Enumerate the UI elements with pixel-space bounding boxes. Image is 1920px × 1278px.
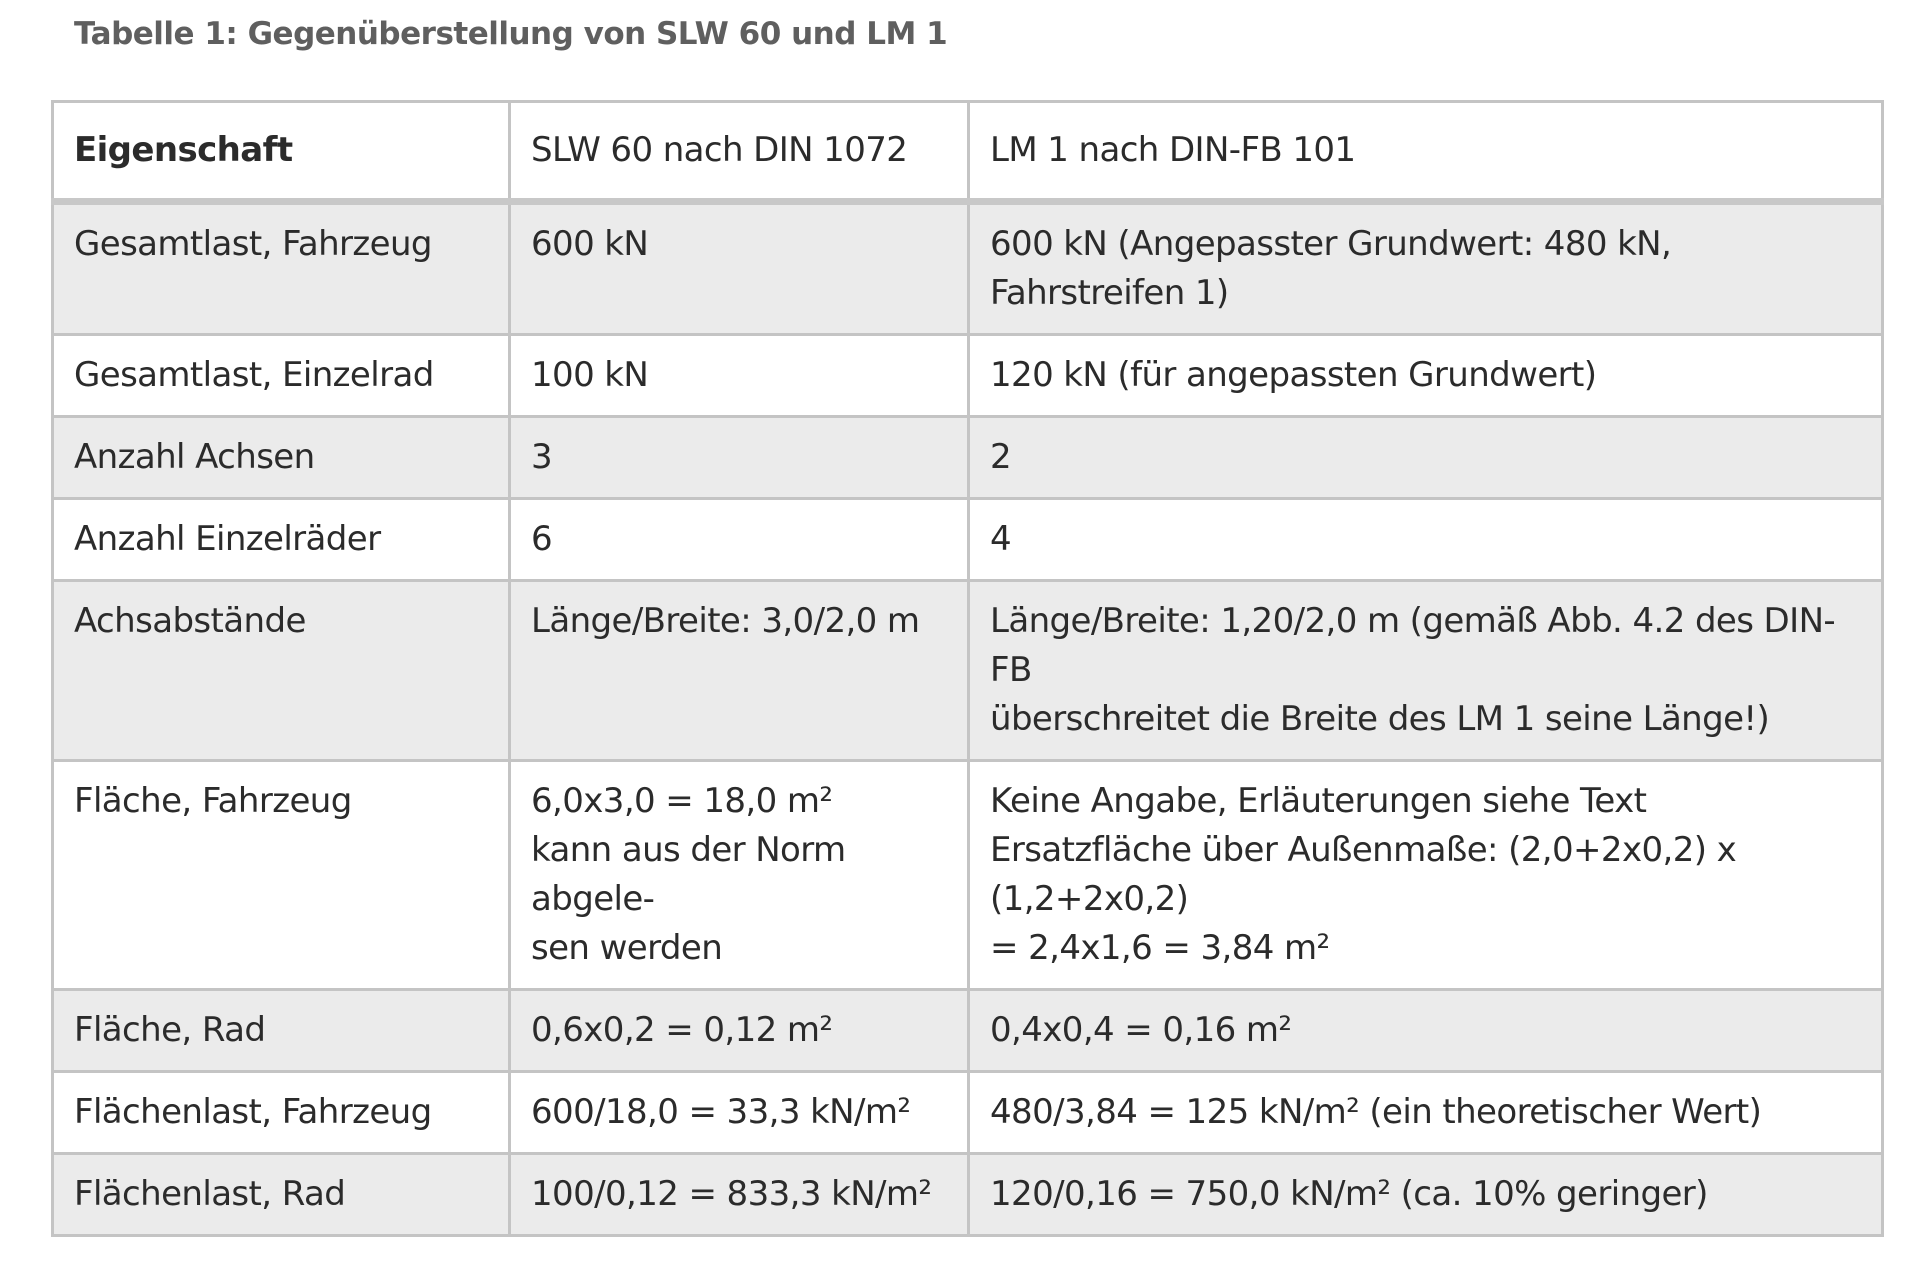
table-row [53,1154,1883,1236]
property-cell: Fläche, Rad [53,990,510,1072]
header-cell-property: Eigenschaft [53,102,510,202]
header-cell-slw60: SLW 60 nach DIN 1072 [510,102,969,202]
property-cell: Flächenlast, Fahrzeug [53,1072,510,1154]
table-row [53,1072,1883,1154]
lm1-cell: 0,4x0,4 = 0,16 m² [969,990,1883,1072]
header-cell-lm1: LM 1 nach DIN-FB 101 [969,102,1883,202]
lm1-cell: 2 [969,417,1883,499]
lm1-cell: Länge/Breite: 1,20/2,0 m (gemäß Abb. 4.2 des DIN-FB überschreitet die Breite des LM 1 seine Länge!) [969,581,1883,761]
table-row [53,499,1883,581]
lm1-cell: 4 [969,499,1883,581]
slw60-cell: 100/0,12 = 833,3 kN/m² [510,1154,969,1236]
slw60-cell: 100 kN [510,335,969,417]
table-row [53,335,1883,417]
table-row [53,761,1883,990]
lm1-cell: 120/0,16 = 750,0 kN/m² (ca. 10% geringer) [969,1154,1883,1236]
table-row [53,990,1883,1072]
property-cell: Anzahl Einzelräder [53,499,510,581]
lm1-cell: 600 kN (Angepasster Grundwert: 480 kN, Fahrstreifen 1) [969,202,1883,335]
table-row [53,417,1883,499]
lm1-cell: Keine Angabe, Erläuterungen siehe Text Ersatzfläche über Außenmaße: (2,0+2x0,2) x (1,2+2x0,2) = 2,4x1,6 = 3,84 m² [969,761,1883,990]
slw60-cell: Länge/Breite: 3,0/2,0 m [510,581,969,761]
table-row [53,202,1883,335]
lm1-cell: 120 kN (für angepassten Grundwert) [969,335,1883,417]
slw60-cell: 6,0x3,0 = 18,0 m² kann aus der Norm abgele- sen werden [510,761,969,990]
header-row [53,102,1883,202]
property-cell: Achsabstände [53,581,510,761]
property-cell: Anzahl Achsen [53,417,510,499]
comparison-table [51,100,1884,1237]
property-cell: Gesamtlast, Einzelrad [53,335,510,417]
slw60-cell: 0,6x0,2 = 0,12 m² [510,990,969,1072]
table-caption: Tabelle 1: Gegenüberstellung von SLW 60 und LM 1 [74,16,948,52]
property-cell: Gesamtlast, Fahrzeug [53,202,510,335]
slw60-cell: 600 kN [510,202,969,335]
property-cell: Fläche, Fahrzeug [53,761,510,990]
lm1-cell: 480/3,84 = 125 kN/m² (ein theoretischer Wert) [969,1072,1883,1154]
slw60-cell: 600/18,0 = 33,3 kN/m² [510,1072,969,1154]
property-cell: Flächenlast, Rad [53,1154,510,1236]
slw60-cell: 3 [510,417,969,499]
table-row [53,581,1883,761]
slw60-cell: 6 [510,499,969,581]
